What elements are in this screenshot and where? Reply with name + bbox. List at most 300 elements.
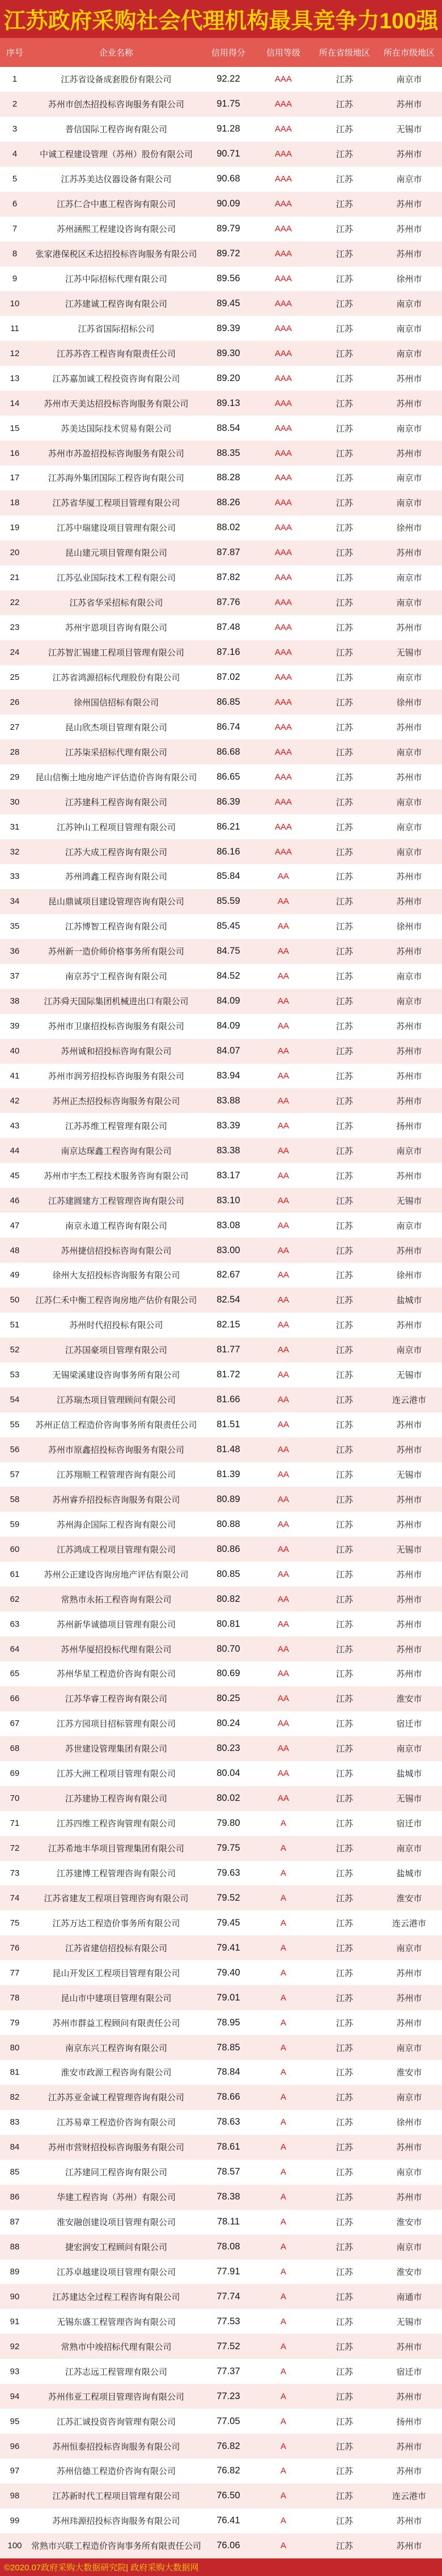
city-cell: 扬州市 [396, 2417, 422, 2427]
credit-score-cell: 83.00 [216, 1245, 240, 1255]
company-name-cell: 江苏建达全过程工程咨询有限公司 [52, 2292, 180, 2302]
table-row [0, 2309, 442, 2334]
company-name-cell: 中诚工程建设管理（苏州）股份有限公司 [39, 150, 193, 160]
company-name-cell: 江苏苏美达仪器设备有限公司 [61, 175, 172, 185]
city-cell: 南京市 [396, 598, 422, 608]
rank-cell: 11 [10, 323, 19, 333]
company-name-cell: 昆山建元项目管理有限公司 [65, 548, 167, 559]
province-cell: 江苏 [335, 997, 353, 1007]
table-row [0, 764, 442, 789]
credit-score-cell: 89.20 [216, 373, 240, 383]
credit-score-cell: 84.09 [216, 1021, 240, 1031]
table-row [0, 839, 442, 864]
rank-cell: 73 [10, 1868, 20, 1878]
credit-rating-cell: A [280, 2491, 286, 2501]
province-cell: 江苏 [335, 150, 353, 160]
credit-rating-cell: A [280, 2316, 286, 2327]
company-name-cell: 苏州市群益工程顾问有限责任公司 [52, 2018, 180, 2028]
province-cell: 江苏 [335, 100, 353, 110]
province-cell: 江苏 [335, 2143, 353, 2153]
province-cell: 江苏 [335, 1893, 353, 1904]
credit-rating-cell: AAA [274, 598, 292, 608]
province-cell: 江苏 [335, 1071, 353, 1081]
credit-score-cell: 91.28 [216, 124, 240, 134]
company-name-cell: 苏州伟亚工程项目管理咨询有限公司 [48, 2392, 184, 2402]
province-cell: 江苏 [335, 299, 353, 309]
city-cell: 淮安市 [396, 1694, 422, 1704]
rank-cell: 35 [10, 921, 20, 932]
credit-score-cell: 76.82 [216, 2440, 240, 2451]
credit-score-cell: 89.39 [216, 323, 240, 333]
credit-score-cell: 84.75 [216, 946, 240, 957]
credit-score-cell: 87.16 [216, 647, 240, 658]
rank-cell: 75 [10, 1918, 20, 1928]
province-cell: 江苏 [335, 1321, 353, 1331]
credit-rating-cell: A [280, 2217, 286, 2227]
table-row [0, 2484, 442, 2509]
city-cell: 苏州市 [396, 2467, 422, 2477]
company-name-cell: 江苏建博工程管理咨询有限公司 [56, 1868, 176, 1879]
credit-rating-cell: AAA [274, 722, 292, 732]
company-name-cell: 江苏博智工程咨询有限公司 [65, 922, 167, 932]
table-row [0, 142, 442, 167]
credit-score-cell: 79.80 [216, 1818, 240, 1829]
header-credit-score: 信用得分 [211, 48, 245, 58]
company-name-cell: 无锡东盛工程管理咨询有限公司 [56, 2317, 176, 2327]
city-cell: 苏州市 [396, 2018, 422, 2028]
credit-score-cell: 79.40 [216, 1967, 240, 1978]
table-row [0, 1412, 442, 1437]
credit-rating-cell: AAA [274, 348, 292, 358]
credit-score-cell: 89.56 [216, 273, 240, 284]
rank-cell: 31 [10, 822, 20, 832]
rank-cell: 57 [10, 1469, 20, 1479]
rank-cell: 83 [10, 2117, 20, 2127]
city-cell: 徐州市 [396, 922, 422, 932]
table-row [0, 2509, 442, 2533]
company-name-cell: 江苏海外集团国际工程咨询有限公司 [48, 473, 184, 484]
table-row [0, 1462, 442, 1487]
credit-rating-cell: A [280, 1868, 286, 1878]
company-name-cell: 江苏弘业国际技术工程有限公司 [56, 573, 176, 583]
rank-cell: 14 [10, 398, 20, 408]
rank-cell: 81 [10, 2067, 20, 2078]
company-name-cell: 江苏志远工程管理有限公司 [65, 2367, 167, 2377]
city-cell: 徐州市 [396, 274, 422, 284]
rank-cell: 6 [12, 199, 18, 209]
credit-score-cell: 87.76 [216, 597, 240, 608]
company-name-cell: 江苏万达工程造价事务所有限公司 [52, 1918, 180, 1928]
credit-score-cell: 80.70 [216, 1643, 240, 1654]
credit-rating-cell: AAA [274, 498, 292, 508]
city-cell: 南京市 [396, 972, 422, 982]
credit-rating-cell: AA [277, 1445, 289, 1455]
header-company-name: 企业名称 [99, 48, 133, 58]
rank-cell: 25 [10, 672, 20, 682]
rank-cell: 7 [12, 224, 18, 234]
rank-cell: 13 [10, 373, 20, 383]
table-row [0, 2434, 442, 2459]
province-cell: 江苏 [335, 1371, 353, 1381]
credit-rating-cell: AAA [274, 448, 292, 458]
city-cell: 苏州市 [396, 225, 422, 235]
city-cell: 连云港市 [392, 2492, 426, 2502]
credit-score-cell: 83.94 [216, 1070, 240, 1081]
credit-rating-cell: AAA [274, 423, 292, 433]
city-cell: 徐州市 [396, 1271, 422, 1281]
table-row [0, 217, 442, 242]
credit-rating-cell: A [280, 2441, 286, 2451]
rank-cell: 19 [10, 523, 20, 533]
province-cell: 江苏 [335, 1246, 353, 1256]
rank-cell: 93 [10, 2366, 20, 2376]
credit-rating-cell: A [280, 2291, 286, 2302]
credit-score-cell: 89.72 [216, 248, 240, 259]
rank-cell: 71 [10, 1818, 20, 1829]
company-name-cell: 江苏省国际招标公司 [78, 324, 155, 334]
city-cell: 苏州市 [396, 100, 422, 110]
credit-score-cell: 85.59 [216, 896, 240, 907]
table-row [0, 864, 442, 889]
table-row [0, 889, 442, 914]
company-name-cell: 常熟市兴联工程造价咨询事务所有限责任公司 [31, 2541, 201, 2552]
province-cell: 江苏 [335, 1868, 353, 1879]
province-cell: 江苏 [335, 872, 353, 882]
table-row [0, 441, 442, 466]
credit-rating-cell: AA [277, 1494, 289, 1504]
city-cell: 南京市 [396, 847, 422, 857]
credit-rating-cell: A [280, 2067, 286, 2078]
rank-cell: 8 [12, 249, 18, 259]
table-row [0, 690, 442, 714]
credit-score-cell: 80.69 [216, 1668, 240, 1679]
city-cell: 南京市 [396, 797, 422, 807]
credit-rating-cell: A [280, 2192, 286, 2202]
credit-score-cell: 83.10 [216, 1195, 240, 1205]
credit-rating-cell: AAA [274, 548, 292, 558]
table-row [0, 1910, 442, 1935]
credit-score-cell: 86.74 [216, 721, 240, 732]
province-cell: 江苏 [335, 697, 353, 708]
credit-rating-cell: A [280, 2042, 286, 2053]
rank-cell: 49 [10, 1270, 20, 1280]
city-cell: 淮安市 [396, 2068, 422, 2078]
title-bar [0, 0, 442, 38]
rank-cell: 45 [10, 1170, 20, 1181]
rank-cell: 48 [10, 1245, 20, 1255]
city-cell: 淮安市 [396, 2218, 422, 2228]
table-row [0, 1138, 442, 1163]
credit-score-cell: 76.82 [216, 2465, 240, 2476]
company-name-cell: 苏州市宇杰工程技术服务咨询有限公司 [44, 1171, 189, 1181]
company-name-cell: 苏州市天美达招投标咨询服务有限公司 [44, 399, 189, 409]
rank-cell: 96 [10, 2441, 20, 2451]
table-row [0, 1711, 442, 1736]
credit-score-cell: 88.26 [216, 497, 240, 508]
credit-score-cell: 90.09 [216, 198, 240, 209]
city-cell: 淮安市 [396, 1893, 422, 1904]
credit-score-cell: 78.66 [216, 2092, 240, 2103]
table-row [0, 714, 442, 739]
rank-cell: 74 [10, 1893, 20, 1903]
credit-score-cell: 83.38 [216, 1145, 240, 1156]
table-row [0, 2459, 442, 2484]
city-cell: 徐州市 [396, 523, 422, 534]
credit-score-cell: 79.01 [216, 1992, 240, 2003]
company-name-cell: 江苏智汇锡建工程项目管理有限公司 [48, 648, 184, 658]
province-cell: 江苏 [335, 1694, 353, 1704]
city-cell: 苏州市 [396, 1022, 422, 1032]
credit-rating-cell: AA [277, 1295, 289, 1305]
province-cell: 江苏 [335, 2218, 353, 2228]
table-row [0, 1014, 442, 1039]
credit-rating-cell: AA [277, 1145, 289, 1156]
credit-score-cell: 78.38 [216, 2192, 240, 2202]
credit-score-cell: 87.48 [216, 622, 240, 633]
province-cell: 江苏 [335, 2442, 353, 2452]
province-cell: 江苏 [335, 2093, 353, 2103]
credit-rating-cell: A [280, 2366, 286, 2376]
city-cell: 南京市 [396, 175, 422, 185]
company-name-cell: 淮安市政源工程咨询有限公司 [61, 2068, 172, 2078]
city-cell: 苏州市 [396, 1420, 422, 1431]
rank-cell: 2 [12, 99, 18, 109]
city-cell: 南京市 [396, 2093, 422, 2103]
province-cell: 江苏 [335, 1445, 353, 1456]
company-name-cell: 江苏省建友工程项目管理咨询有限公司 [44, 1893, 189, 1904]
province-cell: 江苏 [335, 1570, 353, 1580]
province-cell: 江苏 [335, 2392, 353, 2402]
credit-score-cell: 83.17 [216, 1170, 240, 1181]
city-cell: 苏州市 [396, 1047, 422, 1057]
table-row [0, 1836, 442, 1861]
credit-score-cell: 87.87 [216, 547, 240, 558]
city-cell: 南京市 [396, 2243, 422, 2253]
province-cell: 江苏 [335, 1495, 353, 1505]
company-name-cell: 江苏汇诚投资咨询管理有限公司 [56, 2417, 176, 2427]
table-row [0, 2334, 442, 2359]
credit-rating-cell: AAA [274, 74, 292, 84]
table-row [0, 1039, 442, 1064]
footer-credit: ©2020.07政府采购大数据研究院| 政府采购大数据网 [4, 2562, 199, 2573]
company-name-cell: 江苏省建信招投标有限公司 [65, 1943, 167, 1953]
city-cell: 苏州市 [396, 1520, 422, 1530]
rank-cell: 65 [10, 1669, 20, 1679]
company-name-cell: 江苏新时代工程项目管理有限公司 [52, 2492, 180, 2502]
credit-score-cell: 77.53 [216, 2316, 240, 2327]
table-row [0, 1113, 442, 1138]
company-name-cell: 江苏省鸿源招标代理股份有限公司 [52, 672, 180, 683]
city-cell: 苏州市 [396, 1669, 422, 1680]
credit-rating-cell: AA [277, 1095, 289, 1106]
province-cell: 江苏 [335, 573, 353, 583]
table-row [0, 1736, 442, 1761]
table-row [0, 1861, 442, 1886]
rank-cell: 87 [10, 2217, 20, 2227]
company-name-cell: 苏州市苏盈招投标咨询服务有限公司 [48, 449, 184, 459]
company-name-cell: 苏州诚和招投标咨询有限公司 [61, 1047, 172, 1057]
credit-rating-cell: A [280, 2516, 286, 2526]
credit-rating-cell: AAA [274, 772, 292, 782]
company-name-cell: 江苏仁合中惠工程咨询有限公司 [56, 200, 176, 210]
rank-cell: 37 [10, 971, 20, 982]
city-cell: 苏州市 [396, 1968, 422, 1978]
company-name-cell: 江苏中瑞建设项目管理有限公司 [56, 523, 176, 534]
company-name-cell: 江苏易章工程造价咨询有限公司 [56, 2118, 176, 2128]
rank-cell: 51 [10, 1320, 20, 1330]
province-cell: 江苏 [335, 175, 353, 185]
credit-rating-cell: A [280, 1968, 286, 1978]
credit-score-cell: 77.23 [216, 2391, 240, 2401]
credit-rating-cell: A [280, 1918, 286, 1928]
rank-cell: 99 [10, 2516, 20, 2526]
city-cell: 无锡市 [396, 648, 422, 658]
city-cell: 盐城市 [396, 1868, 422, 1879]
city-cell: 南京市 [396, 1146, 422, 1156]
credit-rating-cell: AAA [274, 672, 292, 682]
rank-cell: 92 [10, 2341, 20, 2351]
credit-rating-cell: AA [277, 1345, 289, 1355]
table-row [0, 2359, 442, 2384]
province-cell: 江苏 [335, 897, 353, 907]
credit-score-cell: 78.61 [216, 2142, 240, 2152]
rank-cell: 5 [12, 174, 18, 184]
city-cell: 苏州市 [396, 1594, 422, 1605]
rank-cell: 39 [10, 1021, 20, 1031]
rank-cell: 44 [10, 1145, 20, 1156]
table-row [0, 316, 442, 341]
table-row [0, 814, 442, 839]
province-cell: 江苏 [335, 1221, 353, 1231]
rank-cell: 85 [10, 2167, 20, 2177]
credit-score-cell: 86.21 [216, 821, 240, 832]
credit-rating-cell: AA [277, 1544, 289, 1554]
city-cell: 苏州市 [396, 1993, 422, 2003]
credit-score-cell: 76.06 [216, 2540, 240, 2551]
province-cell: 江苏 [335, 598, 353, 608]
credit-score-cell: 89.30 [216, 348, 240, 358]
province-cell: 江苏 [335, 1545, 353, 1555]
company-name-cell: 江苏建科工程咨询有限公司 [65, 797, 167, 807]
credit-score-cell: 86.85 [216, 696, 240, 707]
credit-score-cell: 86.39 [216, 796, 240, 807]
province-cell: 江苏 [335, 2292, 353, 2302]
company-name-cell: 江苏建圆建方工程管理咨询有限公司 [48, 1196, 184, 1206]
rank-cell: 1 [12, 74, 18, 84]
company-name-cell: 江苏大成工程咨询有限公司 [65, 847, 167, 857]
credit-rating-cell: AA [277, 1594, 289, 1604]
province-cell: 江苏 [335, 2118, 353, 2128]
table-row [0, 192, 442, 217]
company-name-cell: 江苏翔顺工程管理咨询有限公司 [56, 1470, 176, 1480]
credit-rating-cell: AA [277, 1744, 289, 1754]
credit-rating-cell: AAA [274, 273, 292, 284]
rank-cell: 52 [10, 1345, 20, 1355]
header-province: 所在省级地区 [318, 48, 370, 58]
credit-score-cell: 78.95 [216, 2017, 240, 2028]
company-name-cell: 苏州市润芳招投标咨询服务有限公司 [48, 1071, 184, 1081]
credit-score-cell: 82.15 [216, 1319, 240, 1330]
rank-cell: 12 [10, 348, 20, 358]
table-row [0, 391, 442, 416]
company-name-cell: 苏州新一造价师价格事务所有限公司 [48, 947, 184, 957]
rank-cell: 27 [10, 722, 20, 732]
city-cell: 徐州市 [396, 2118, 422, 2128]
rank-cell: 61 [10, 1569, 20, 1579]
rank-cell: 53 [10, 1370, 20, 1380]
rank-cell: 16 [10, 448, 20, 458]
credit-rating-cell: AA [277, 1569, 289, 1579]
rank-cell: 15 [10, 423, 20, 433]
company-name-cell: 江苏鸿成工程项目管理有限公司 [56, 1545, 176, 1555]
rank-cell: 70 [10, 1794, 20, 1804]
city-cell: 淮安市 [396, 2267, 422, 2277]
province-cell: 江苏 [335, 1420, 353, 1431]
rank-cell: 4 [12, 149, 18, 159]
credit-rating-cell: A [280, 2266, 286, 2277]
city-cell: 宿迁市 [396, 2367, 422, 2377]
city-cell: 无锡市 [396, 125, 422, 135]
credit-score-cell: 87.82 [216, 572, 240, 583]
city-cell: 南京市 [396, 672, 422, 683]
city-cell: 宿迁市 [396, 1719, 422, 1729]
city-cell: 苏州市 [396, 1246, 422, 1256]
table-row [0, 1587, 442, 1611]
rank-cell: 80 [10, 2042, 20, 2053]
credit-rating-cell: A [280, 2092, 286, 2103]
province-cell: 江苏 [335, 1146, 353, 1156]
company-name-cell: 江苏卓越建设项目管理有限公司 [56, 2267, 176, 2277]
table-row [0, 1437, 442, 1462]
city-cell: 南京市 [396, 1744, 422, 1754]
province-cell: 江苏 [335, 1520, 353, 1530]
credit-score-cell: 77.05 [216, 2416, 240, 2426]
city-cell: 苏州市 [396, 722, 422, 733]
company-name-cell: 南京达琛鑫工程咨询有限公司 [61, 1146, 172, 1156]
rank-cell: 36 [10, 946, 20, 957]
city-cell: 苏州市 [396, 872, 422, 882]
city-cell: 苏州市 [396, 1071, 422, 1081]
credit-score-cell: 80.23 [216, 1743, 240, 1754]
credit-score-cell: 91.75 [216, 99, 240, 109]
city-cell: 苏州市 [396, 1644, 422, 1655]
rank-cell: 88 [10, 2242, 20, 2252]
credit-score-cell: 81.48 [216, 1444, 240, 1455]
city-cell: 苏州市 [396, 947, 422, 957]
province-cell: 江苏 [335, 1470, 353, 1480]
city-cell: 苏州市 [396, 2392, 422, 2402]
province-cell: 江苏 [335, 1968, 353, 1978]
company-name-cell: 江苏方园项目招标管理有限公司 [56, 1719, 176, 1729]
credit-rating-cell: AA [277, 1395, 289, 1405]
table-row [0, 1313, 442, 1338]
city-cell: 连云港市 [392, 1918, 426, 1928]
credit-rating-cell: AA [277, 996, 289, 1006]
company-name-cell: 江苏省设备成套股份有限公司 [61, 75, 172, 85]
table-row [0, 2185, 442, 2210]
company-name-cell: 苏州市创杰招投标咨询服务有限公司 [48, 100, 184, 110]
rank-cell: 69 [10, 1769, 20, 1779]
city-cell: 南京市 [396, 1844, 422, 1854]
credit-score-cell: 80.85 [216, 1568, 240, 1579]
credit-score-cell: 76.41 [216, 2515, 240, 2526]
credit-rating-cell: AA [277, 1195, 289, 1205]
company-name-cell: 苏州鸿鑫工程咨询有限公司 [65, 872, 167, 882]
company-name-cell: 常熟市中竣招标代理有限公司 [61, 2342, 172, 2352]
city-cell: 南京市 [396, 1346, 422, 1356]
table-row [0, 590, 442, 615]
table-row [0, 565, 442, 590]
